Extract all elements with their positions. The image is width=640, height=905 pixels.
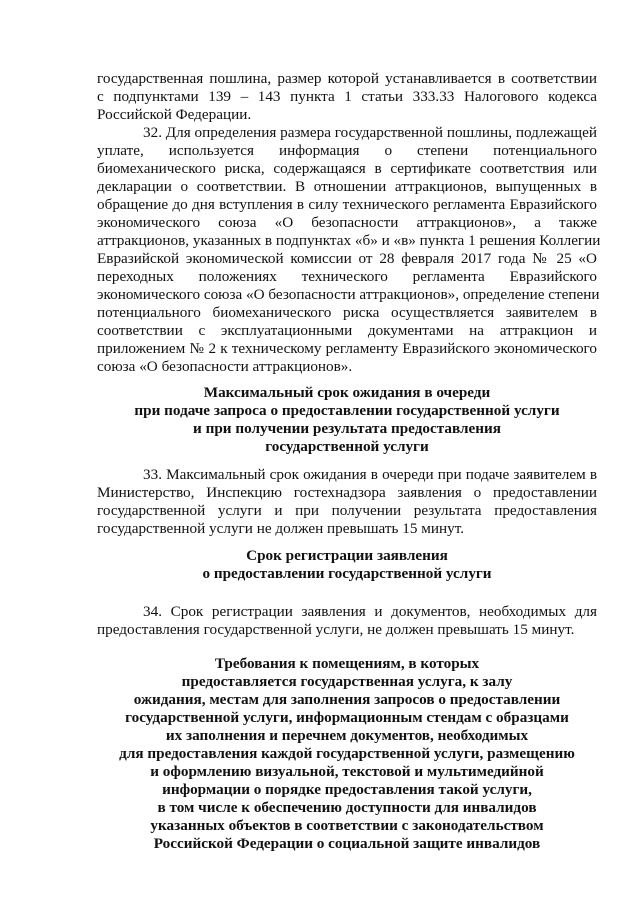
paragraph-32-first-line: 32. Для определения размера государственной пошлины, подлежащей [143, 124, 597, 141]
section-heading: государственной услуги, информационным стендам с образцами [125, 709, 569, 726]
paragraph-33-first-line: 33. Максимальный срок ожидания в очереди при подаче заявителем в [143, 466, 597, 483]
section-heading: их заполнения и перечнем документов, необходимых [165, 727, 529, 744]
text-line: экономического союза «О безопасности аттракционов», определение степени [97, 286, 600, 303]
text-line: соответствии с эксплуатационными документами на аттракцион и [97, 322, 597, 339]
section-heading: Максимальный срок ожидания в очереди [203, 384, 491, 401]
text-line: приложением № 2 к техническому регламенту Евразийского экономического [97, 340, 597, 357]
section-heading: в том числе к обеспечению доступности для инвалидов [157, 799, 537, 816]
section-heading: ожидания, местам для заполнения запросов о предоставлении [133, 691, 561, 708]
text-line: экономического союза «О безопасности аттракционов», а также [97, 214, 597, 231]
section-heading: государственной услуги [265, 438, 429, 455]
text-line: предоставления государственной услуги, не должен превышать 15 минут. [97, 621, 575, 638]
section-heading: при подаче запроса о предоставлении государственной услуги [134, 402, 560, 419]
section-heading: Срок регистрации заявления [246, 547, 448, 564]
text-line: биомеханического риска, содержащаяся в сертификате соответствия или [97, 160, 597, 177]
text-line: Министерство, Инспекцию гостехнадзора заявления о предоставлении [97, 484, 597, 501]
text-line: с подпунктами 139 – 143 пункта 1 статьи 333.33 Налогового кодекса [97, 88, 597, 105]
text-line: переходных положениях технического регламента Евразийского [97, 268, 597, 285]
text-line: государственной услуги и при получении результата предоставления [97, 502, 597, 519]
text-line: Российской Федерации. [97, 106, 252, 123]
text-line: уплате, используется информация о степени потенциального [97, 142, 597, 159]
section-heading: и при получении результата предоставления [193, 420, 501, 437]
text-line: союза «О безопасности аттракционов». [97, 358, 353, 375]
section-heading: указанных объектов в соответствии с законодательством [150, 817, 544, 834]
text-line: государственная пошлина, размер которой устанавливается в соответствии [97, 70, 597, 87]
text-line: обращение до дня вступления в силу технического регламента Евразийского [97, 196, 597, 213]
section-heading: о предоставлении государственной услуги [202, 565, 492, 582]
text-line: потенциального биомеханического риска осуществляется заявителем в [97, 304, 597, 321]
section-heading: Требования к помещениям, в которых [214, 655, 480, 672]
paragraph-34-first-line: 34. Срок регистрации заявления и документов, необходимых для [143, 603, 597, 620]
text-line: государственной услуги не должен превышать 15 минут. [97, 520, 464, 537]
section-heading: Российской Федерации о социальной защите инвалидов [153, 835, 541, 852]
text-line: декларации о соответствии. В отношении аттракционов, выпущенных в [97, 178, 597, 195]
section-heading: и оформлению визуальной, текстовой и мультимедийной [150, 763, 544, 780]
text-line: Евразийской экономической комиссии от 28 февраля 2017 года № 25 «О [97, 250, 597, 267]
section-heading: предоставляется государственная услуга, к залу [181, 673, 513, 690]
section-heading: для предоставления каждой государственной услуги, размещению [119, 745, 575, 762]
text-line: аттракционов, указанных в подпунктах «б» и «в» пункта 1 решения Коллегии [97, 232, 601, 249]
section-heading: информации о порядке предоставления такой услуги, [162, 781, 532, 798]
